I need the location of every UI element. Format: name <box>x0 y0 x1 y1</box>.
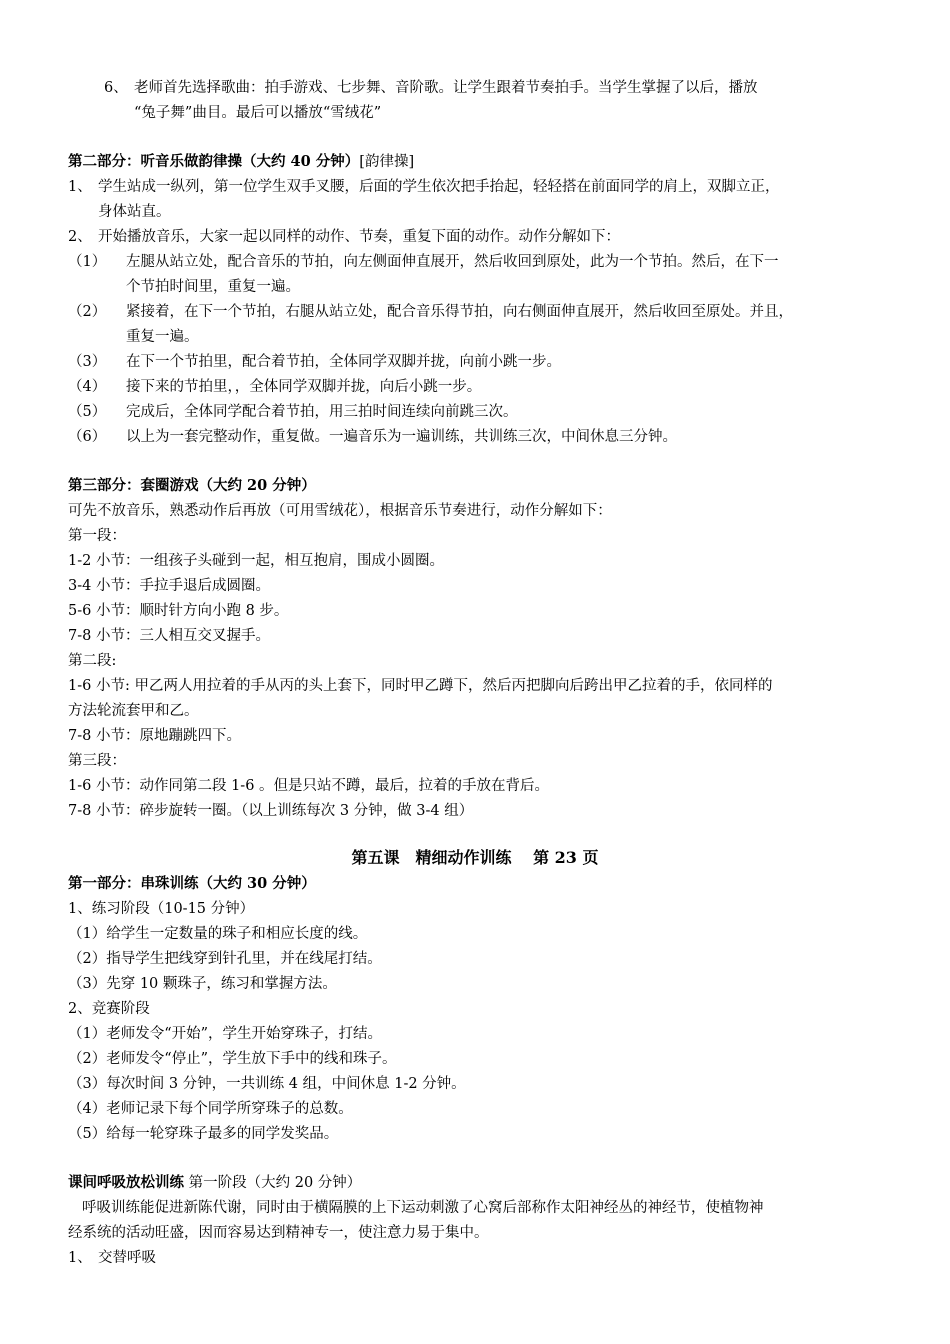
heading-text: 课间呼吸放松训练 <box>68 1174 184 1191</box>
paragraph-line: （3）先穿 10 颗珠子，练习和掌握方法。 <box>68 976 337 992</box>
paragraph-line: （2）指导学生把线穿到针孔里，并在线尾打结。 <box>68 951 382 967</box>
section-heading: 第一部分：串珠训练（大约 30 分钟） <box>68 875 316 892</box>
paragraph-line: 7-8 小节：三人相互交叉握手。 <box>68 628 270 644</box>
step-line: 左腿从站立处，配合音乐的节拍，向左侧面伸直展开，然后收回到原处，此为一个节拍。然后，在下一 <box>126 254 779 270</box>
step-number: （1） <box>68 254 107 270</box>
step-number: （6） <box>68 429 107 445</box>
list-number: 1、 <box>68 1250 92 1266</box>
step-line: 完成后，全体同学配合着节拍，用三拍时间连续向前跳三次。 <box>126 404 518 420</box>
paragraph-line: 第三段： <box>68 753 126 769</box>
paragraph-line: 方法轮流套甲和乙。 <box>68 703 199 719</box>
list-number: 2、 <box>68 229 92 245</box>
paragraph-line: 2、竞赛阶段 <box>68 1001 150 1017</box>
heading-subtitle: 第一阶段（大约 20 分钟） <box>184 1175 362 1191</box>
list-number: 6、 <box>104 80 128 96</box>
paragraph-line: 1-6 小节：动作同第二段 1-6 。但是只站不蹲，最后，拉着的手放在背后。 <box>68 778 550 794</box>
paragraph-line: 老师首先选择歌曲：拍手游戏、七步舞、音阶歌。让学生跟着节奏拍手。当学生掌握了以后，播放 <box>134 80 758 96</box>
paragraph-line: 1-6 小节: 甲乙两人用拉着的手从丙的头上套下，同时甲乙蹲下，然后丙把脚向后跨出甲乙拉着的手，依同样的 <box>68 678 773 694</box>
paragraph-line: （1）给学生一定数量的珠子和相应长度的线。 <box>68 926 368 942</box>
step-number: （3） <box>68 354 107 370</box>
paragraph-line: 1、练习阶段（10-15 分钟） <box>68 901 255 917</box>
step-number: （2） <box>68 304 107 320</box>
step-number: （5） <box>68 404 107 420</box>
paragraph-line: 呼吸训练能促进新陈代谢，同时由于横隔膜的上下运动刺激了心窝后部称作太阳神经丛的神经节，使植物神 <box>82 1200 764 1216</box>
paragraph-line: （2）老师发令“停止”，学生放下手中的线和珠子。 <box>68 1051 397 1067</box>
section-heading <box>68 1173 361 1193</box>
paragraph-line: 交替呼吸 <box>98 1250 156 1266</box>
step-line: 重复一遍。 <box>126 329 199 345</box>
step-line: 在下一个节拍里，配合着节拍，全体同学双脚并拢，向前小跳一步。 <box>126 354 561 370</box>
paragraph-line: 身体站直。 <box>98 204 171 220</box>
section-heading <box>68 152 414 172</box>
paragraph-line: 3-4 小节：手拉手退后成圆圈。 <box>68 578 270 594</box>
list-number: 1、 <box>68 179 92 195</box>
paragraph-line: 第二段: <box>68 653 117 669</box>
paragraph-line: （1）老师发令“开始”，学生开始穿珠子，打结。 <box>68 1026 383 1042</box>
paragraph-line: （4）老师记录下每个同学所穿珠子的总数。 <box>68 1101 353 1117</box>
step-line: 个节拍时间里，重复一遍。 <box>126 279 300 295</box>
paragraph-line: 第一段： <box>68 528 126 544</box>
paragraph-line: 开始播放音乐，大家一起以同样的动作、节奏，重复下面的动作。动作分解如下： <box>98 229 620 245</box>
paragraph-line: 5-6 小节：顺时针方向小跑 8 步。 <box>68 603 289 619</box>
paragraph-line: “兔子舞”曲目。最后可以播放“雪绒花” <box>134 105 382 121</box>
heading-text: 第二部分：听音乐做韵律操（大约 40 分钟） <box>68 153 360 170</box>
lesson-title: 第五课 精细动作训练 第 23 页 <box>351 848 599 867</box>
step-line: 紧接着，在下一个节拍，右腿从站立处，配合音乐得节拍，向右侧面伸直展开，然后收回至原处。并且， <box>126 304 793 320</box>
heading-tag: [韵律操] <box>359 154 415 170</box>
paragraph-line: 经系统的活动旺盛，因而容易达到精神专一，使注意力易于集中。 <box>68 1225 489 1241</box>
step-line: 接下来的节拍里，，全体同学双脚并拢，向后小跳一步。 <box>126 379 482 395</box>
paragraph-line: 7-8 小节：碎步旋转一圈。（以上训练每次 3 分钟，做 3-4 组） <box>68 803 474 819</box>
step-number: （4） <box>68 379 107 395</box>
paragraph-line: （5）给每一轮穿珠子最多的同学发奖品。 <box>68 1126 339 1142</box>
paragraph-line: 1-2 小节：一组孩子头碰到一起，相互抱肩，围成小圆圈。 <box>68 553 444 569</box>
paragraph-line: 7-8 小节：原地蹦跳四下。 <box>68 728 241 744</box>
paragraph-line: 学生站成一纵列，第一位学生双手叉腰，后面的学生依次把手抬起，轻轻搭在前面同学的肩上，双脚立正， <box>98 179 780 195</box>
paragraph-line: （3）每次时间 3 分钟，一共训练 4 组，中间休息 1-2 分钟。 <box>68 1076 466 1092</box>
section-heading: 第三部分：套圈游戏（大约 20 分钟） <box>68 477 316 494</box>
paragraph-line: 可先不放音乐，熟悉动作后再放（可用雪绒花），根据音乐节奏进行，动作分解如下： <box>68 503 612 519</box>
step-line: 以上为一套完整动作，重复做。一遍音乐为一遍训练，共训练三次，中间休息三分钟。 <box>126 429 677 445</box>
